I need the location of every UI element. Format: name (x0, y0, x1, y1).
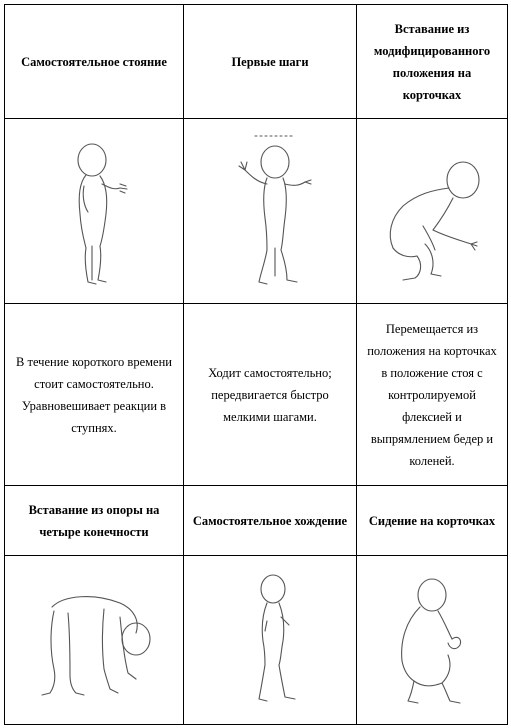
image-cell-squatting (357, 556, 508, 725)
toddler-first-steps-figure (205, 126, 335, 296)
description-standing: В течение короткого времени стоит самостоятельно. Уравновешивает реакции в ступнях. (5, 304, 184, 486)
header-first-steps: Первые шаги (184, 5, 357, 119)
toddler-standing-figure (34, 126, 154, 296)
description-first-steps: Ходит самостоятельно; передвигается быстро мелкими шагами. (184, 304, 357, 486)
toddler-walking-figure (215, 565, 325, 715)
header-squatting: Сидение на корточках (357, 486, 508, 556)
header-squat-to-stand: Вставание из модифицированного положения на корточках (357, 5, 508, 119)
image-cell-bear-stand (5, 556, 184, 725)
header-independent-walking: Самостоятельное хождение (184, 486, 357, 556)
image-cell-standing (5, 119, 184, 304)
description-squat-to-stand: Перемещается из положения на корточках в положение стоя с контролируемой флексией и выпрямлением бедер и коленей. (357, 304, 508, 486)
image-cell-squat-to-stand (357, 119, 508, 304)
toddler-squat-to-stand-figure (363, 126, 503, 296)
toddler-bear-stand-figure (24, 565, 164, 715)
milestones-table (4, 4, 508, 725)
image-cell-first-steps (184, 119, 357, 304)
image-cell-independent-walking (184, 556, 357, 725)
header-standing: Самостоятельное стояние (5, 5, 184, 119)
header-bear-stand: Вставание из опоры на четыре конечности (5, 486, 184, 556)
toddler-squatting-figure (372, 565, 492, 715)
